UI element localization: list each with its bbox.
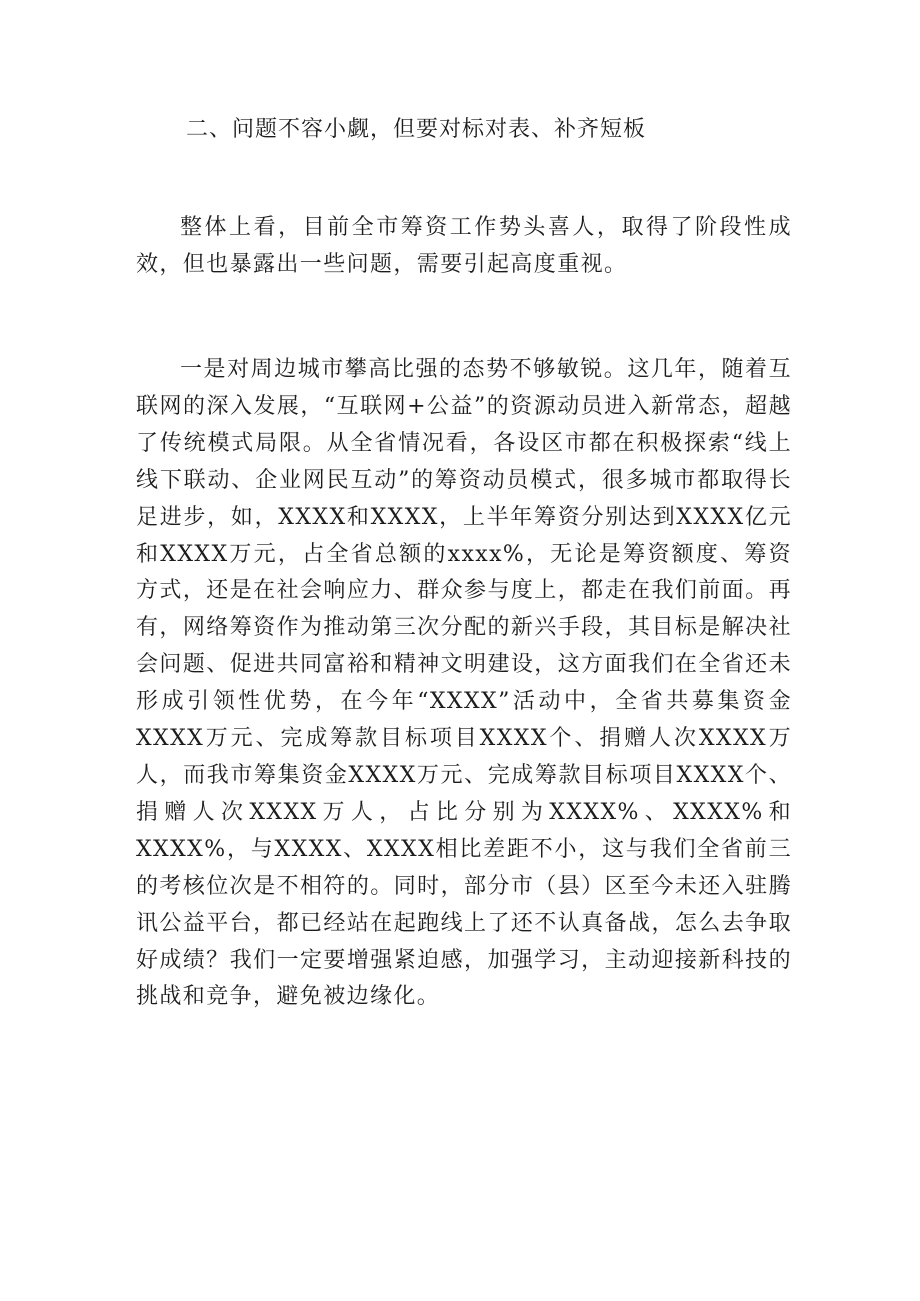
body-paragraph: 一是对周边城市攀高比强的态势不够敏锐。这几年，随着互联网的深入发展，“互联网+公益”的资源动员进入新常态，超越了传统模式局限。从全省情况看，各设区市都在积极探索“线上线下联动、企业网民互动”的筹资动员模式，很多城市都取得长足进步，如，XXXX和XXXX，上半年筹资分别达到XXXX亿元和XXXX万元，占全省总额的xxxx%，无论是筹资额度、筹资方式，还是在社会响应力、群众参与度上，都走在我们前面。再有，网络筹资作为推动第三次分配的新兴手段，其目标是解决社会问题、促进共同富裕和精神文明建设，这方面我们在全省还未形成引领性优势，在今年“XXXX”活动中，全省共募集资金XXXX万元、完成筹款目标项目XXXX个、捐赠人次XXXX万人，而我市筹集资金XXXX万元、完成筹款目标项目XXXX个、捐赠人次XXXX万人，占比分别为XXXX%、XXXX%和XXXX%，与XXXX、XXXX相比差距不小，这与我们全省前三的考核位次是不相符的。同时，部分市（县）区至今未还入驻腾讯公益平台，都已经站在起跑线上了还不认真备战，怎么去争取好成绩？我们一定要增强紧迫感，加强学习，主动迎接新科技的挑战和竞争，避免被边缘化。: [136, 357, 792, 1010]
body-paragraph: 整体上看，目前全市筹资工作势头喜人，取得了阶段性成效，但也暴露出一些问题，需要引起高度重视。: [136, 215, 792, 277]
section-heading: 二、问题不容小觑，但要对标对表、补齐短板: [186, 117, 647, 142]
